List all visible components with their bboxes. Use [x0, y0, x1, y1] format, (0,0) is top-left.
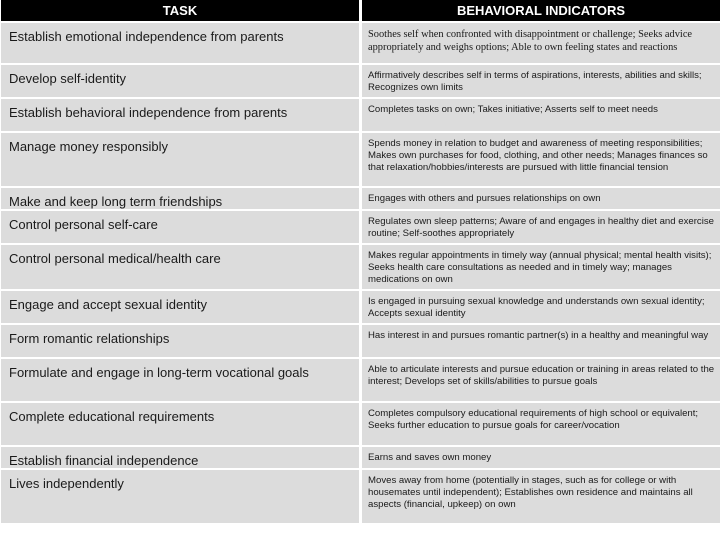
header-row	[1, 0, 720, 21]
indicators-cell: Engages with others and pursues relationships on own	[362, 188, 720, 209]
task-cell: Develop self-identity	[1, 65, 359, 97]
indicators-cell: Makes regular appointments in timely way (annual physical; mental health visits); Seeks health care consultations as needed and in timely way; manages medications on own	[362, 245, 720, 289]
task-cell: Complete educational requirements	[1, 403, 359, 445]
table-row	[1, 291, 720, 323]
indicators-cell: Is engaged in pursuing sexual knowledge and understands own sexual identity; Accepts sexual identity	[362, 291, 720, 323]
task-cell: Control personal medical/health care	[1, 245, 359, 289]
task-cell: Establish emotional independence from parents	[1, 23, 359, 63]
indicators-cell: Earns and saves own money	[362, 447, 720, 468]
indicators-cell: Has interest in and pursues romantic partner(s) in a healthy and meaningful way	[362, 325, 720, 357]
task-cell: Establish financial independence	[1, 447, 359, 468]
indicators-cell: Completes compulsory educational requirements of high school or equivalent; Seeks further education to pursue goals for career/vocation	[362, 403, 720, 445]
table-row	[1, 211, 720, 243]
task-cell: Lives independently	[1, 470, 359, 523]
table-row	[1, 133, 720, 186]
task-cell: Form romantic relationships	[1, 325, 359, 357]
indicators-cell: Completes tasks on own; Takes initiative; Asserts self to meet needs	[362, 99, 720, 131]
task-cell: Establish behavioral independence from parents	[1, 99, 359, 131]
table-row	[1, 470, 720, 523]
task-column-header: TASK	[1, 0, 359, 21]
table-row	[1, 23, 720, 63]
task-cell: Control personal self-care	[1, 211, 359, 243]
indicators-cell: Soothes self when confronted with disappointment or challenge; Seeks advice appropriately and weighs options; Able to own feeling states and reactions	[362, 23, 720, 63]
table-row	[1, 325, 720, 357]
task-cell: Engage and accept sexual identity	[1, 291, 359, 323]
task-cell: Manage money responsibly	[1, 133, 359, 186]
indicators-cell: Moves away from home (potentially in stages, such as for college or with housemates until independent); Establishes own residence and maintains all aspects (financial, upkeep) on own	[362, 470, 720, 523]
table-row	[1, 403, 720, 445]
table-row	[1, 447, 720, 468]
table-row	[1, 245, 720, 289]
table-row	[1, 99, 720, 131]
indicators-cell: Able to articulate interests and pursue education or training in areas related to the interest; Develops set of skills/abilities to pursue goals	[362, 359, 720, 401]
indicators-cell: Regulates own sleep patterns; Aware of and engages in healthy diet and exercise routine; Self-soothes appropriately	[362, 211, 720, 243]
table-row	[1, 359, 720, 401]
indicators-cell: Spends money in relation to budget and awareness of meeting responsibilities; Makes own purchases for food, clothing, and other needs; Manages finances so that relaxation/hobbies/interests are pursued with little financial tension	[362, 133, 720, 186]
table-row	[1, 188, 720, 209]
task-cell: Make and keep long term friendships	[1, 188, 359, 209]
table-row	[1, 65, 720, 97]
indicators-cell: Affirmatively describes self in terms of aspirations, interests, abilities and skills; Recognizes own limits	[362, 65, 720, 97]
task-cell: Formulate and engage in long-term vocational goals	[1, 359, 359, 401]
indicators-column-header: BEHAVIORAL INDICATORS	[362, 0, 720, 21]
